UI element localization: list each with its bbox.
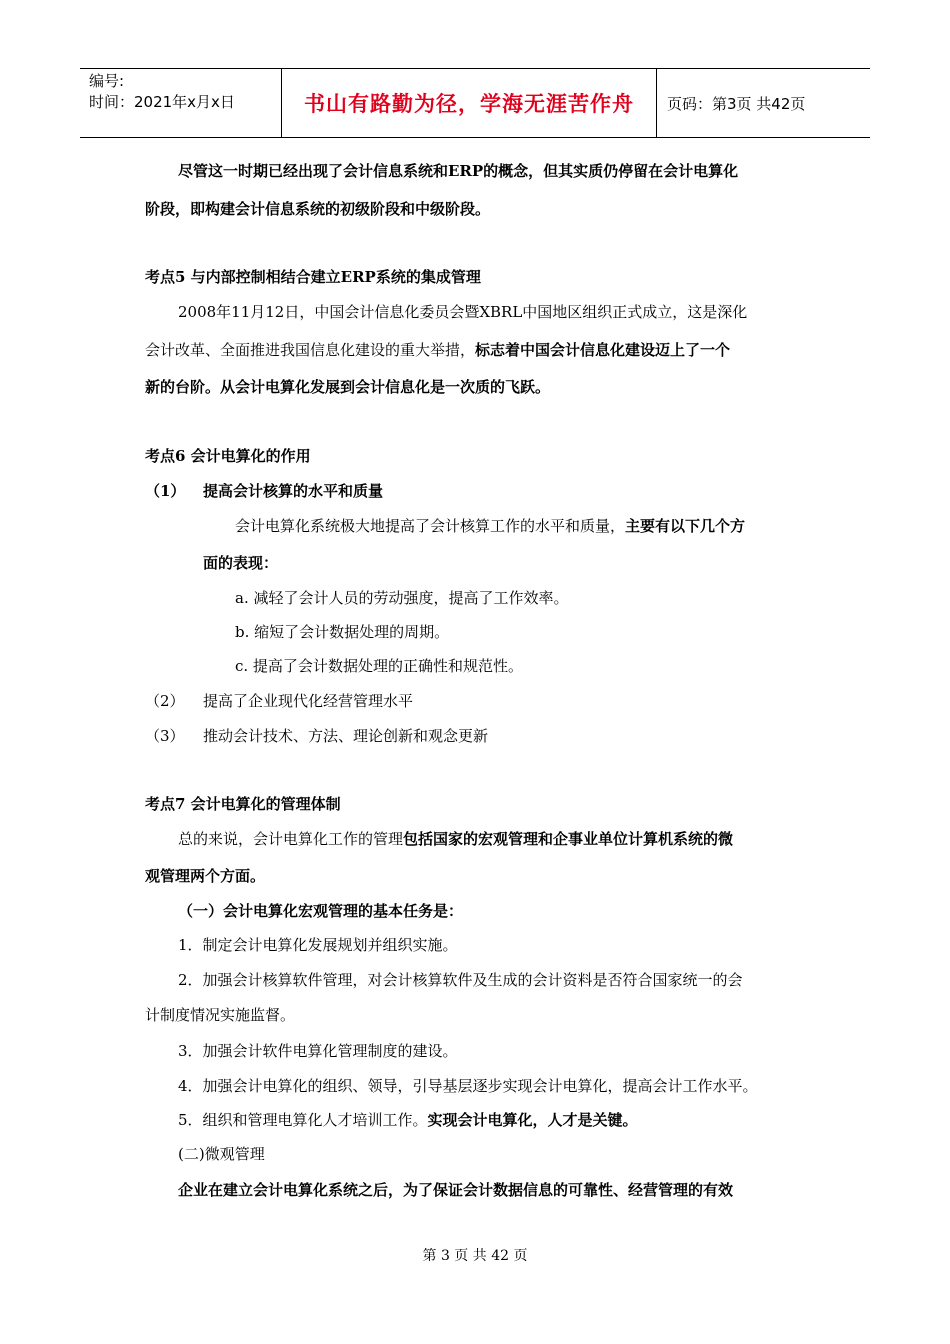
header-motto: 书山有路勤为径，学海无涯苦作舟 xyxy=(282,69,657,137)
paragraph-line xyxy=(178,828,733,850)
list-number: （2） xyxy=(145,692,185,710)
paragraph-line: 观管理两个方面。 xyxy=(145,867,266,885)
header-table xyxy=(80,68,870,138)
text-run-bold: 实现会计电算化，人才是关键。 xyxy=(427,1111,638,1129)
list-item: b. 缩短了会计数据处理的周期。 xyxy=(235,623,450,641)
list-item: 4．加强会计电算化的组织、领导，引导基层逐步实现会计电算化，提高会计工作水平。 xyxy=(178,1077,758,1095)
text-run-bold: 主要有以下几个方 xyxy=(625,517,746,535)
paragraph-line xyxy=(235,515,745,537)
text-run: 会计电算化系统极大地提高了会计核算工作的水平和质量， xyxy=(235,517,626,535)
paragraph-line: 阶段，即构建会计信息系统的初级阶段和中级阶段。 xyxy=(145,200,491,218)
section-title-k6: 考点6 会计电算化的作用 xyxy=(145,447,311,465)
paragraph-line: 2008年11月12日，中国会计信息化委员会暨XBRL中国地区组织正式成立，这是深化 xyxy=(178,303,748,321)
list-number: （3） xyxy=(145,727,185,745)
list-number: （1） xyxy=(145,482,186,500)
subsection-title: （一）会计电算化宏观管理的基本任务是： xyxy=(178,902,464,920)
page-footer: 第 3 页 共 42 页 xyxy=(422,1248,528,1264)
section-title-k5: 考点5 与内部控制相结合建立ERP系统的集成管理 xyxy=(145,268,481,286)
list-item: 提高了企业现代化经营管理水平 xyxy=(203,692,414,710)
list-item xyxy=(178,1109,638,1131)
doc-number-label: 编号: xyxy=(89,72,125,90)
list-item: 1．制定会计电算化发展规划并组织实施。 xyxy=(178,936,458,954)
paragraph-line: 企业在建立会计电算化系统之后，为了保证会计数据信息的可靠性、经营管理的有效 xyxy=(178,1181,734,1199)
list-item: c. 提高了会计数据处理的正确性和规范性。 xyxy=(235,657,523,675)
header-page-info: 页码：第3页 共42页 xyxy=(667,94,806,113)
list-item: 3．加强会计软件电算化管理制度的建设。 xyxy=(178,1042,458,1060)
section-title-k7: 考点7 会计电算化的管理体制 xyxy=(145,795,341,813)
list-item: a. 减轻了会计人员的劳动强度，提高了工作效率。 xyxy=(235,589,569,607)
paragraph-line: 面的表现： xyxy=(203,554,279,572)
paragraph-line: 新的台阶。从会计电算化发展到会计信息化是一次质的飞跃。 xyxy=(145,378,551,396)
list-item-continued: 计制度情况实施监督。 xyxy=(145,1006,296,1024)
paragraph-line: 尽管这一时期已经出现了会计信息系统和ERP的概念，但其实质仍停留在会计电算化 xyxy=(178,162,739,180)
list-item-title: 提高会计核算的水平和质量 xyxy=(203,482,384,500)
list-item: 推动会计技术、方法、理论创新和观念更新 xyxy=(203,727,489,745)
text-run: 5．组织和管理电算化人才培训工作。 xyxy=(178,1111,428,1129)
paragraph-line xyxy=(145,339,730,361)
text-run-bold: 标志着中国会计信息化建设迈上了一个 xyxy=(475,341,731,359)
doc-time-label: 时间：2021年x月x日 xyxy=(89,93,235,111)
subsection-title: (二)微观管理 xyxy=(178,1145,265,1163)
text-run-bold: 包括国家的宏观管理和企事业单位计算机系统的微 xyxy=(403,830,734,848)
text-run: 会计改革、全面推进我国信息化建设的重大举措， xyxy=(145,341,476,359)
header-meta xyxy=(80,69,282,137)
list-item: 2．加强会计核算软件管理，对会计核算软件及生成的会计资料是否符合国家统一的会 xyxy=(178,971,743,989)
text-run: 总的来说，会计电算化工作的管理 xyxy=(178,830,404,848)
